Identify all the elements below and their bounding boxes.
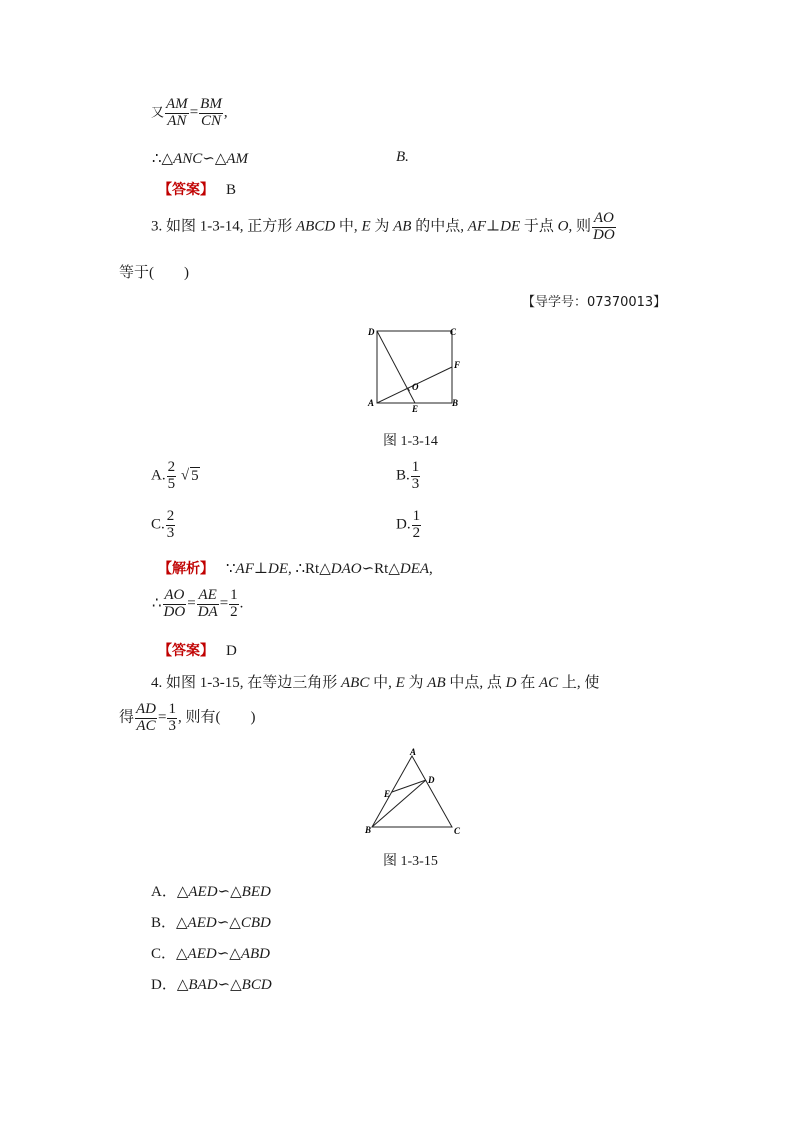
- label-d: D: [368, 327, 375, 337]
- stem-var: D: [505, 675, 517, 691]
- q4-option-c: [151, 942, 270, 963]
- var: CBD: [240, 915, 271, 931]
- option-b: [396, 460, 421, 493]
- frac-den: 3: [168, 717, 176, 734]
- stem-text: 中,: [369, 675, 396, 691]
- answer-value: D: [226, 643, 237, 659]
- triangle-am: AM: [226, 151, 249, 167]
- option-label: A．△: [151, 884, 189, 900]
- fraction-1-3: [167, 702, 177, 735]
- frac-num: 1: [412, 508, 421, 524]
- text: ,: [429, 561, 433, 577]
- answer-tag: 【答案】: [158, 182, 214, 198]
- guide-number: 【导学号：07370013】: [522, 295, 667, 310]
- q4-option-b: [151, 911, 271, 932]
- stem-var: E: [361, 218, 371, 235]
- answer-tag: 【答案】: [158, 643, 214, 659]
- similar-symbol: ∽△: [217, 884, 242, 900]
- stem-text: 得: [119, 709, 135, 726]
- stem-var: ABC: [341, 675, 370, 691]
- option-c: [151, 509, 176, 542]
- sqrt-symbol: √: [180, 467, 190, 484]
- segment-de: [377, 331, 415, 403]
- stem-var: O: [557, 218, 569, 235]
- stem-text: 在: [516, 675, 539, 691]
- answer-row-3: [158, 640, 237, 660]
- frac-num: AM: [166, 96, 188, 112]
- therefore-symbol: ∴△: [152, 151, 174, 167]
- question-3-stem-line2: 等于( ): [119, 265, 189, 281]
- figure-triangle: [360, 745, 470, 840]
- stem-var: AC: [539, 675, 559, 691]
- var: BAD: [188, 977, 218, 993]
- stem-text: 中,: [335, 218, 362, 235]
- stem-text: , 则: [568, 218, 592, 235]
- frac-den: 2: [412, 524, 421, 541]
- frac-den: DA: [197, 603, 218, 620]
- var: DEA: [399, 561, 430, 577]
- option-label: C．△: [151, 946, 188, 962]
- frac-den: CN: [200, 112, 221, 129]
- stem-var: E: [395, 675, 405, 691]
- label-b: B: [452, 398, 459, 408]
- stem-text: 的中点,: [411, 218, 468, 235]
- fraction: [412, 509, 422, 542]
- frac-den: 5: [167, 475, 176, 492]
- segment-bd: [372, 780, 426, 827]
- stem-var: AB: [427, 675, 446, 691]
- stem-var: AB: [393, 218, 412, 235]
- fraction-ao-do: [592, 211, 616, 244]
- similarity-line: [152, 149, 248, 168]
- fraction-ae-da: [197, 588, 219, 621]
- frac-num: 1: [411, 459, 420, 475]
- label-a: A: [410, 747, 417, 757]
- var: AED: [188, 884, 218, 900]
- fraction-ao-do: [163, 588, 187, 621]
- stem-var: ABCD: [296, 218, 336, 235]
- figure-square: [360, 320, 470, 420]
- option-label: A.: [151, 467, 166, 484]
- var: AED: [187, 946, 217, 962]
- fraction-bm-cn: [199, 97, 223, 130]
- question-3-stem: [151, 211, 681, 244]
- stem-var: DE: [500, 218, 521, 235]
- analysis-line-1: [158, 558, 433, 578]
- frac-num: AO: [593, 210, 614, 226]
- frac-num: AO: [164, 587, 185, 603]
- analysis-tag: 【解析】: [158, 561, 214, 577]
- frac-num: 1: [168, 701, 176, 717]
- similar-symbol: ∽△: [202, 151, 227, 167]
- ratio-line: [151, 97, 228, 130]
- label-e: E: [412, 404, 419, 414]
- therefore-symbol: ∴: [152, 595, 162, 612]
- frac-num: AD: [136, 701, 157, 717]
- frac-den: AC: [136, 717, 156, 734]
- stem-text: 上, 使: [558, 675, 600, 691]
- option-d: [396, 509, 422, 542]
- equals: =: [219, 595, 229, 612]
- comma: ,: [223, 104, 228, 121]
- question-4-stem-line2: [119, 702, 255, 735]
- stem-text: 4. 如图 1-3-15, 在等边三角形: [151, 675, 341, 691]
- perp-symbol: ⊥: [486, 218, 501, 235]
- option-label: D.: [396, 516, 411, 533]
- label-e: E: [384, 789, 391, 799]
- text: ∽Rt△: [361, 561, 400, 577]
- fraction: [167, 460, 177, 493]
- option-a: [151, 460, 200, 493]
- q4-option-a: [151, 880, 271, 901]
- analysis-line-2: [152, 588, 243, 621]
- triangle-anc: ANC: [173, 151, 203, 167]
- frac-den: DO: [593, 226, 615, 243]
- similar-symbol: ∽△: [216, 915, 241, 931]
- fraction-1-2: [229, 588, 239, 621]
- stem-text: , 则有( ): [177, 709, 256, 726]
- period: .: [239, 595, 244, 612]
- var: ABD: [240, 946, 270, 962]
- frac-den: 3: [411, 475, 420, 492]
- frac-num: 2: [167, 459, 176, 475]
- var: BED: [241, 884, 271, 900]
- label-b: B: [365, 825, 372, 835]
- option-label: D．△: [151, 977, 189, 993]
- option-label: B．△: [151, 915, 188, 931]
- var: BCD: [241, 977, 272, 993]
- fraction-ad-ac: [135, 702, 157, 735]
- stem-text: 3. 如图 1-3-14, 正方形: [151, 218, 296, 235]
- figure-caption-1-3-15: 图 1-3-15: [383, 854, 438, 869]
- question-4-stem: [151, 671, 599, 692]
- option-label: C.: [151, 516, 165, 533]
- answer-row-2: [158, 179, 236, 199]
- label-a: A: [368, 398, 375, 408]
- label-c: C: [454, 826, 461, 836]
- var: AED: [187, 915, 217, 931]
- answer-value: B: [226, 182, 237, 198]
- var: DAO: [330, 561, 362, 577]
- square-abcd: [377, 331, 452, 403]
- similar-symbol: ∽△: [216, 946, 241, 962]
- fraction: [166, 509, 176, 542]
- frac-den: 2: [230, 603, 238, 620]
- frac-den: DO: [163, 603, 186, 620]
- label-o: O: [412, 382, 419, 392]
- frac-num: 2: [166, 508, 175, 524]
- radicand: 5: [191, 467, 199, 484]
- equals: =: [187, 595, 196, 612]
- text: , ∴Rt△: [287, 561, 331, 577]
- label-c: C: [450, 327, 457, 337]
- stem-text: 中点, 点: [445, 675, 506, 691]
- label-d: D: [428, 775, 435, 785]
- similarity-tail: B.: [396, 149, 409, 165]
- var: AF: [235, 561, 254, 577]
- stem-var: AF: [467, 218, 487, 235]
- fraction-am-an: [165, 97, 189, 130]
- frac-num: BM: [200, 96, 222, 112]
- stem-text: 为: [404, 675, 428, 691]
- perp-symbol: ⊥: [253, 561, 268, 577]
- stem-text: 为: [370, 218, 394, 235]
- fraction: [411, 460, 421, 493]
- frac-num: AE: [198, 587, 217, 603]
- equals: =: [189, 104, 199, 121]
- option-label: B.: [396, 467, 410, 484]
- frac-num: 1: [230, 587, 238, 603]
- because-symbol: ∵: [226, 561, 236, 577]
- label-f: F: [454, 360, 461, 370]
- similar-symbol: ∽△: [217, 977, 242, 993]
- equals: =: [158, 709, 167, 726]
- figure-caption-1-3-14: 图 1-3-14: [383, 434, 438, 449]
- you-prefix: 又: [151, 104, 165, 120]
- frac-den: AN: [167, 112, 187, 129]
- var: DE: [267, 561, 288, 577]
- stem-text: 于点: [520, 218, 558, 235]
- q4-option-d: [151, 973, 272, 994]
- frac-den: 3: [166, 524, 175, 541]
